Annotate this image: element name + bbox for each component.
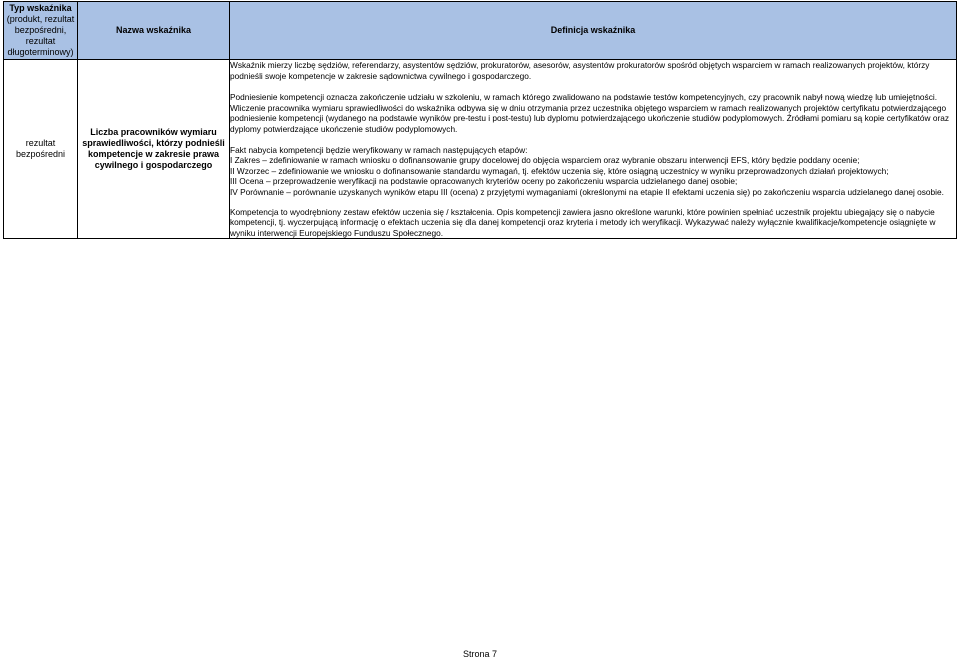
header-indicator-definition: Definicja wskaźnika — [230, 2, 957, 60]
definition-paragraph-2: Podniesienie kompetencji oznacza zakończenie udziału w szkoleniu, w ramach którego zwalidowano na podstawie testów kompetencyjnych, czy pracownik nabył nową wiedzę lub umiejętności. — [230, 92, 937, 103]
indicator-name-cell: Liczba pracowników wymiaru sprawiedliwości, którzy podnieśli kompetencje w zakresie prawa cywilnego i gospodarczego — [78, 60, 230, 239]
header-type-subtitle-1: (produkt, rezultat — [6, 14, 75, 24]
indicator-type-line-1: rezultat — [25, 138, 56, 149]
header-row — [4, 2, 957, 60]
definition-paragraph-5: Kompetencja to wyodrębniony zestaw efektów uczenia się / kształcenia. Opis kompetencji zawiera jasno określone warunki, które powinien spełniać uczestnik projektu ubiegający się o nabycie kompetencji, tj. wyczerpującą informację o efektach uczenia się dla danej kompetencji oraz kryteria i metody ich weryfikacji. Wykazywać należy wyłącznie kwalifikacje/kompetencje osiągnięte w wyniku interwencji Europejskiego Funduszu Społecznego. — [230, 206, 936, 238]
page-number: Strona 7 — [462, 649, 498, 659]
definition-stage-4: IV Porównanie – porównanie uzyskanych wyników etapu III (ocena) z przyjętymi wymaganiami (określonymi na etapie II efektami uczenia się) po zakończeniu wsparcia udzielanego danej osobie. — [230, 186, 944, 197]
header-indicator-name: Nazwa wskaźnika — [78, 2, 230, 60]
header-indicator-type — [4, 2, 78, 60]
definition-paragraph-1: Wskaźnik mierzy liczbę sędziów, referendarzy, asystentów sędziów, prokuratorów, asesorów, asystentów prokuratorów spośród objętych wsparciem w ramach realizowanych projektów, którzy podnieśli swoje kompetencje w zakresie sądownictwa cywilnego i gospodarczego. — [230, 60, 930, 81]
indicator-definition-cell — [230, 60, 957, 239]
definition-stage-1: I Zakres – zdefiniowanie w ramach wniosku o dofinansowanie grupy docelowej do objęcia wsparciem oraz wybranie obszaru interwencji EFS, który będzie poddany ocenie; — [230, 155, 860, 166]
header-type-subtitle-3: rezultat — [25, 36, 56, 46]
definition-stage-3: III Ocena – przeprowadzenie weryfikacji na podstawie opracowanych kryteriów oceny po zakończeniu wsparcia udzielanego danej osobie; — [230, 176, 738, 187]
definition-stage-2: II Wzorzec – zdefiniowanie we wniosku o dofinansowanie standardu wymagań, tj. efektów uczenia się, które osiągną uczestnicy w wyniku przeprowadzonych działań projektowych; — [230, 165, 889, 176]
indicator-type-line-2: bezpośredni — [15, 149, 66, 160]
indicator-table — [3, 1, 957, 239]
header-type-subtitle-4: długoterminowy) — [7, 47, 74, 57]
table-row — [4, 60, 957, 239]
header-type-subtitle-2: bezpośredni, — [14, 25, 67, 35]
definition-paragraph-3: Wliczenie pracownika wymiaru sprawiedliwości do wskaźnika odbywa się w dniu otrzymania przez uczestnika objętego wsparciem w ramach realizowanych projektów certyfikatu potwierdzającego podniesienie kompetencji (wydanego na podstawie wyników pre-testu i post-testu) lub dyplomu potwierdzającego ukończenie studiów podyplomowych. Źródłami pomiaru są kopie certyfikatów oraz dyplomy potwierdzające ukończenie studiów podyplomowych. — [230, 102, 949, 134]
header-type-title: Typ wskaźnika — [9, 3, 72, 13]
indicator-type-cell — [4, 60, 78, 239]
definition-stages-intro: Fakt nabycia kompetencji będzie weryfikowany w ramach następujących etapów: — [230, 144, 528, 155]
